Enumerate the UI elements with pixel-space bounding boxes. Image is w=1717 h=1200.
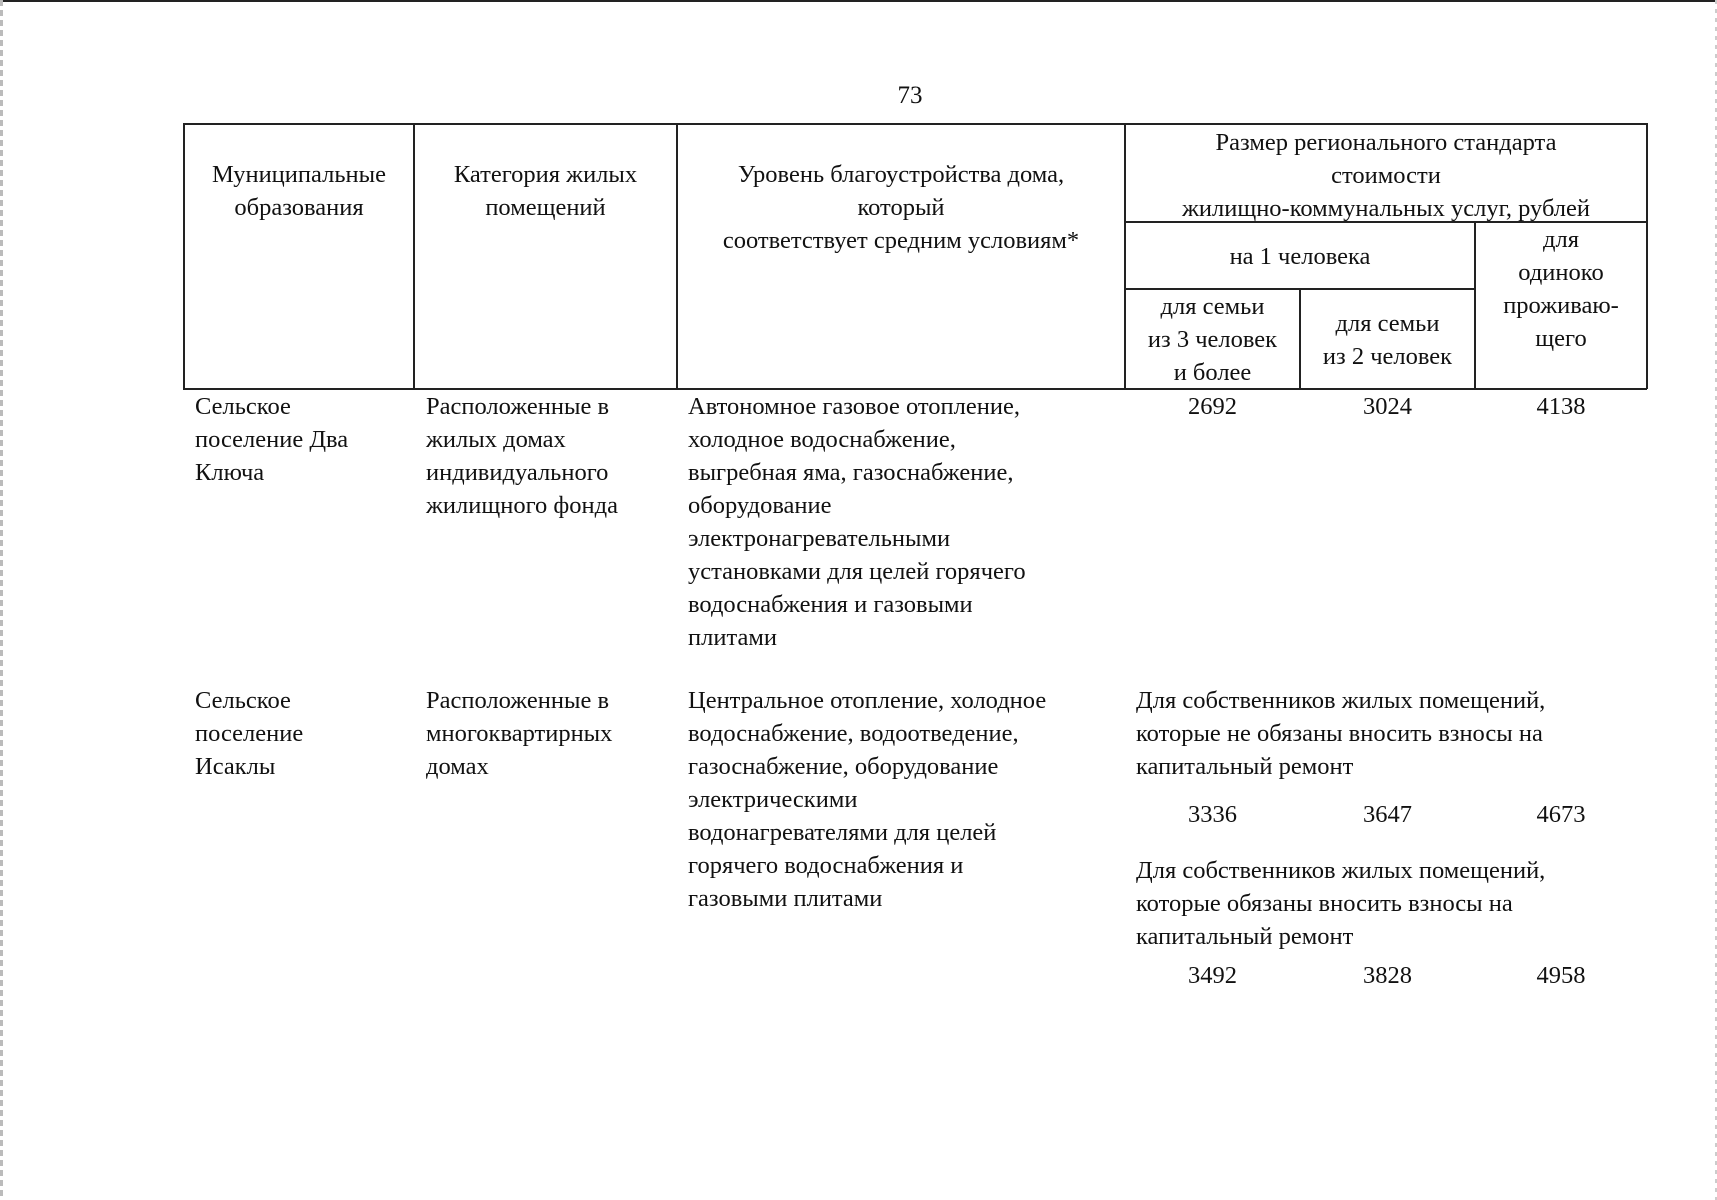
row1-municipality (195, 390, 348, 489)
row2-municipality-line: Сельское (195, 687, 291, 714)
header-single-line: одиноко (1518, 259, 1604, 286)
header-standard-line: жилищно-коммунальных услуг, рублей (1181, 195, 1591, 222)
header-single-line: щего (1535, 325, 1587, 352)
header-municipality (186, 158, 412, 224)
header-divider-1 (413, 123, 415, 389)
row1-value-family-2: 3024 (1363, 393, 1412, 420)
header-single-line: для (1543, 226, 1579, 253)
header-municipality-line: Муниципальные (212, 161, 386, 188)
row2-category (426, 684, 612, 783)
header-divider-3 (1124, 123, 1126, 389)
header-family-2 (1302, 307, 1473, 373)
row2-group1-label-line: которые не обязаны вносить взносы на (1136, 720, 1543, 747)
table-top-border (183, 123, 1647, 125)
header-standard-line: стоимости (1331, 162, 1441, 189)
header-family-2-line: для семьи (1335, 310, 1440, 337)
row2-category-line: домах (426, 753, 489, 780)
row2-group2-label (1136, 854, 1545, 953)
header-divider-family (1299, 288, 1301, 389)
row2-group2-value-family-3: 3492 (1188, 962, 1237, 989)
header-family-2-line: из 2 человек (1322, 343, 1453, 370)
row1-comfort-line: электронагревательными (688, 525, 951, 552)
row2-group2-label-line: капитальный ремонт (1136, 923, 1354, 950)
row2-comfort-line: водонагревателями для целей (688, 819, 997, 846)
row2-group1-label-line: Для собственников жилых помещений, (1136, 687, 1546, 714)
row2-comfort-line: газоснабжение, оборудование (688, 753, 999, 780)
row1-comfort-line: установками для целей горячего (688, 558, 1026, 585)
header-municipality-line: образования (234, 194, 364, 221)
row2-group2-value-single: 4958 (1536, 962, 1586, 989)
table-right-border (1646, 123, 1648, 389)
header-category (416, 158, 675, 224)
row2-group2-label-line: Для собственников жилых помещений, (1136, 857, 1546, 884)
header-comfort-line: который (857, 194, 945, 221)
scan-edge-top (0, 0, 1717, 2)
row1-comfort-line: выгребная яма, газоснабжение, (688, 459, 1014, 486)
row1-municipality-line: поселение Два (195, 426, 349, 453)
row1-comfort-line: плитами (688, 624, 777, 651)
header-category-line: Категория жилых (453, 161, 638, 188)
header-comfort (679, 158, 1123, 257)
header-single-line: проживаю- (1503, 292, 1619, 319)
row1-comfort-line: Автономное газовое отопление, (688, 393, 1020, 420)
row2-group1-label-line: капитальный ремонт (1136, 753, 1354, 780)
header-comfort-line: соответствует средним условиям* (722, 227, 1080, 254)
header-family-3-line: из 3 человек (1147, 326, 1278, 353)
page-number: 73 (897, 82, 923, 109)
row2-municipality-line: Исаклы (195, 753, 276, 780)
header-category-line: помещений (485, 194, 606, 221)
row2-municipality (195, 684, 303, 783)
row1-comfort-line: водоснабжения и газовыми (688, 591, 973, 618)
header-standard (1127, 126, 1645, 225)
scan-edge-left (0, 0, 3, 1200)
row2-comfort-line: газовыми плитами (688, 885, 883, 912)
row1-category-line: жилищного фонда (426, 492, 618, 519)
header-family-3-line: для семьи (1160, 293, 1265, 320)
row2-comfort-line: электрическими (688, 786, 858, 813)
row2-category-line: Расположенные в (426, 687, 610, 714)
row2-group1-label (1136, 684, 1545, 783)
row1-municipality-line: Ключа (195, 459, 265, 486)
table-left-border (183, 123, 185, 389)
row2-comfort-line: водоснабжение, водоотведение, (688, 720, 1019, 747)
header-family-3 (1127, 290, 1298, 389)
header-comfort-line: Уровень благоустройства дома, (737, 161, 1065, 188)
row2-comfort (688, 684, 1046, 915)
row1-category (426, 390, 618, 522)
row1-category-line: индивидуального (426, 459, 609, 486)
row2-municipality-line: поселение (195, 720, 304, 747)
row2-comfort-line: Центральное отопление, холодное (688, 687, 1047, 714)
row2-group2-label-line: которые обязаны вносить взносы на (1136, 890, 1513, 917)
header-standard-line: Размер регионального стандарта (1215, 129, 1557, 156)
row1-value-family-3: 2692 (1188, 393, 1237, 420)
row1-comfort (688, 390, 1026, 654)
header-single (1477, 223, 1645, 355)
row1-municipality-line: Сельское (195, 393, 291, 420)
row1-comfort-line: холодное водоснабжение, (688, 426, 956, 453)
header-per-person: на 1 человека (1229, 243, 1371, 270)
row1-category-line: Расположенные в (426, 393, 610, 420)
row2-comfort-line: горячего водоснабжения и (688, 852, 964, 879)
row2-group1-value-family-3: 3336 (1188, 801, 1237, 828)
header-divider-2 (676, 123, 678, 389)
row2-group1-value-family-2: 3647 (1363, 801, 1412, 828)
row1-category-line: жилых домах (426, 426, 566, 453)
row1-value-single: 4138 (1536, 393, 1586, 420)
row2-group1-value-single: 4673 (1536, 801, 1586, 828)
row1-comfort-line: оборудование (688, 492, 832, 519)
row2-category-line: многоквартирных (426, 720, 613, 747)
header-family-3-line: и более (1173, 359, 1252, 386)
header-divider-single (1474, 221, 1476, 389)
row2-group2-value-family-2: 3828 (1363, 962, 1412, 989)
